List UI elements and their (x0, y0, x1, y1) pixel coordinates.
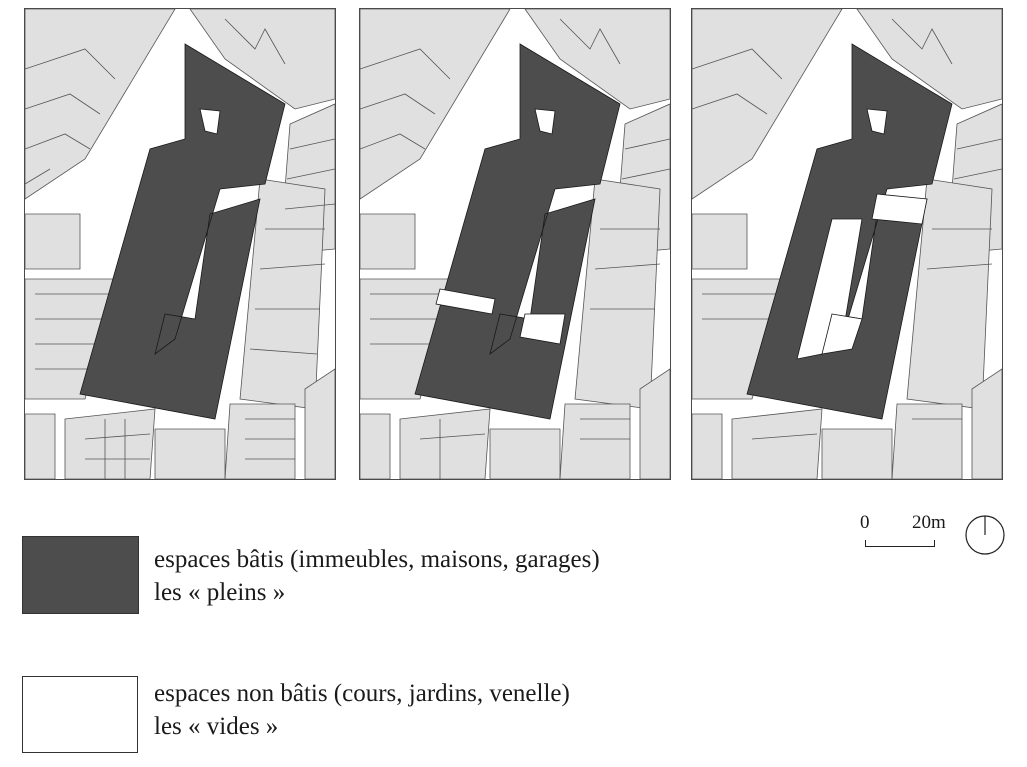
parcel-map-3 (692, 9, 1002, 479)
map-panel-3 (691, 8, 1003, 480)
map-panel-1 (24, 8, 336, 480)
map-panel-2 (359, 8, 671, 480)
north-arrow-icon (964, 514, 1006, 556)
legend-swatch-unbuilt (22, 676, 138, 753)
legend-built-line2: les « pleins » (154, 579, 286, 606)
legend-unbuilt-line2: les « vides » (154, 713, 279, 740)
scale-start-label: 0 (860, 512, 870, 533)
legend-swatch-built (22, 536, 139, 614)
legend-built-line1: espaces bâtis (immeubles, maisons, garages) (154, 546, 600, 573)
parcel-map-1 (25, 9, 335, 479)
scale-end-label: 20m (912, 512, 946, 533)
legend-label-built (154, 543, 600, 609)
scale-bar (856, 512, 966, 552)
scale-line (865, 540, 935, 547)
legend-unbuilt-line1: espaces non bâtis (cours, jardins, venelle) (154, 680, 570, 707)
parcel-map-2 (360, 9, 670, 479)
legend-label-unbuilt (154, 677, 570, 743)
